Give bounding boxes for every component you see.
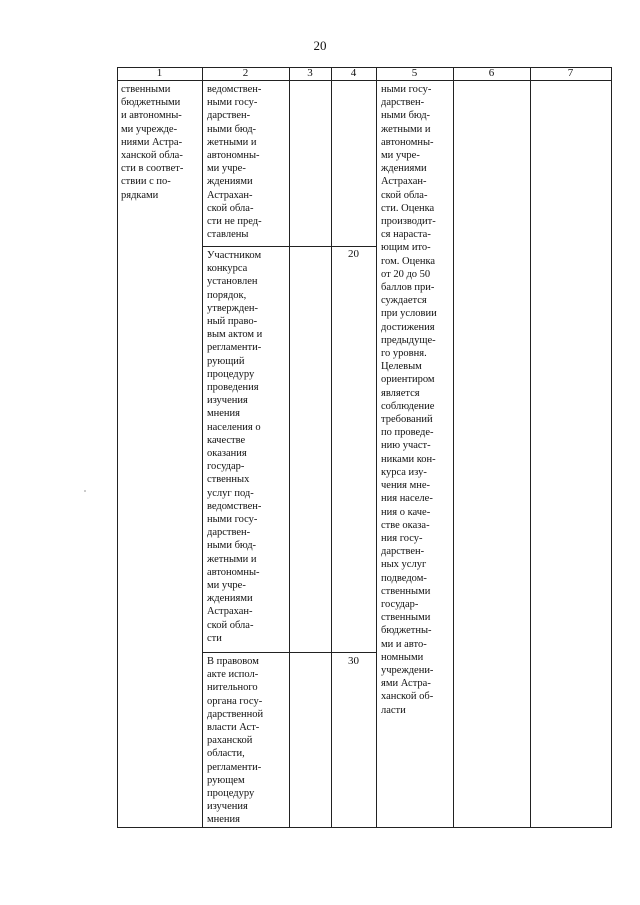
header-col-5: 5 [411, 67, 418, 79]
col-divider-5 [453, 67, 454, 828]
col-divider-6 [530, 67, 531, 828]
page-number: 20 [313, 38, 327, 53]
scan-speck [84, 490, 86, 492]
col-divider-3 [331, 67, 332, 828]
header-col-4: 4 [350, 67, 357, 79]
table-right-border [611, 67, 612, 828]
table-left-border [117, 67, 118, 828]
col1-text: ственными бюджетными и автономны- ми учрежде- ниями Астра- ханской обла- сти в соответ- ствии с по- рядками [121, 84, 184, 201]
col-divider-1 [202, 67, 203, 828]
col2-block-3: В правовом акте испол- нительного органа госу- дарственной власти Аст- раханской области, регламенти- рующем процедуру изучения мнения [207, 656, 264, 826]
header-col-6: 6 [488, 67, 495, 79]
header-bottom-border [117, 80, 612, 81]
header-col-3: 3 [307, 67, 313, 79]
header-col-1: 1 [156, 67, 163, 79]
header-col-2: 2 [242, 67, 249, 79]
col2-block-2: Участником конкурса установлен порядок, утвержден- ный право- вым актом и регламенти- рующий процедуру проведения изучения мнения населения о качестве оказания государ- ственных услуг под- ведомствен- ными госу- дарствен- ными бюд- жетными и автономны- ми учре- ждениями Астрахан- ской обла- сти [207, 250, 263, 644]
score-30: 30 [348, 655, 359, 667]
col-divider-2 [289, 67, 290, 828]
header-col-7: 7 [567, 67, 574, 79]
score-20: 20 [348, 248, 359, 260]
col-divider-4 [376, 67, 377, 828]
table-bottom-border [117, 827, 612, 828]
col5-text: ными госу- дарствен- ными бюд- жетными и автономны- ми учре- ждениями Астрахан- ской обла- сти. Оценка производит- ся нараста- ющим ито- гом. Оценка от 20 до 50 баллов при- суждается при условии достижения предыдуще- го уровня. Целевым ориентиром является соблюдение требований по проведе- нию участ- никами кон- курса изу- чения мне- ния населе- ния о каче- стве оказа- ния госу- дарствен- ных услуг подведом- ственными государ- ственными бюджетны- ми и авто- номными учреждени- ями Астра- ханской об- ласти [381, 84, 437, 716]
col2-block-1: ведомствен- ными госу- дарствен- ными бюд- жетными и автономны- ми учре- ждениями Астрахан- ской обла- сти не пред- ставлены [207, 84, 262, 241]
